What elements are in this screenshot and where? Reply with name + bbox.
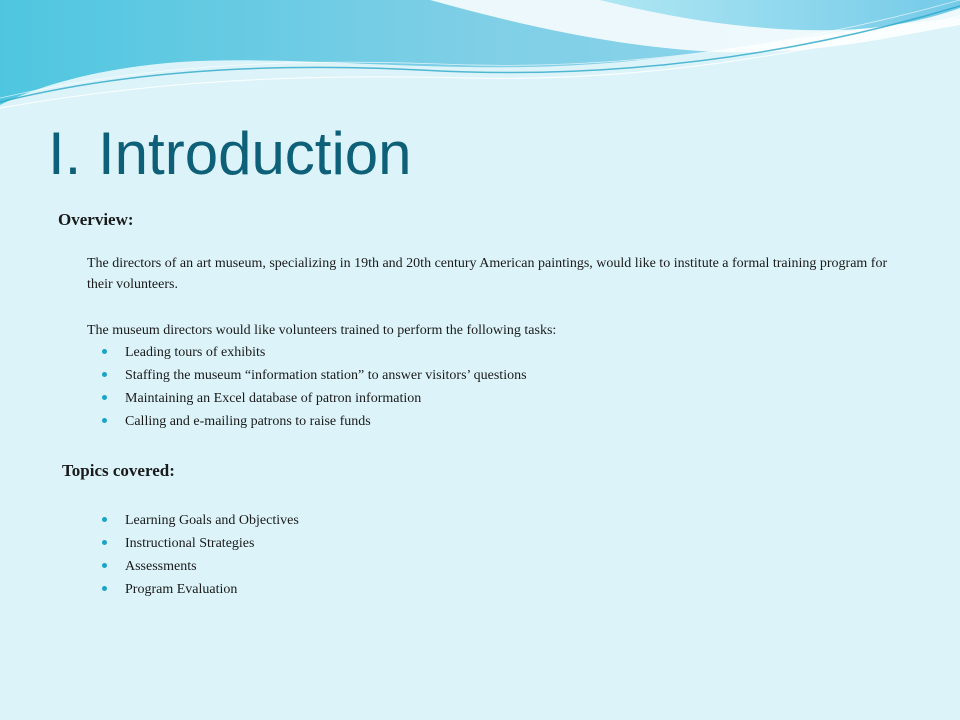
topics-heading: Topics covered: [62, 461, 175, 480]
bullet-icon [102, 418, 107, 423]
list-item: Calling and e-mailing patrons to raise funds [100, 410, 527, 433]
tasks-intro-paragraph: The museum directors would like volunteers trained to perform the following tasks: [87, 323, 557, 338]
bullet-icon [102, 540, 107, 545]
slide-title: I. Introduction [48, 120, 412, 187]
list-item: Staffing the museum “information station” to answer visitors’ questions [100, 364, 527, 387]
overview-paragraph: The directors of an art museum, specializing in 19th and 20th century American paintings, would like to institute a formal training program for their volunteers. [87, 256, 888, 292]
bullet-icon [102, 563, 107, 568]
bullet-icon [102, 517, 107, 522]
bullet-icon [102, 395, 107, 400]
bullet-icon [102, 372, 107, 377]
tasks-list [100, 341, 527, 433]
list-item: Assessments [100, 555, 299, 578]
list-item: Program Evaluation [100, 578, 299, 601]
list-item: Leading tours of exhibits [100, 341, 527, 364]
bullet-icon [102, 349, 107, 354]
bullet-icon [102, 586, 107, 591]
list-item: Maintaining an Excel database of patron information [100, 387, 527, 410]
header-wave-decoration [0, 0, 960, 120]
list-item: Learning Goals and Objectives [100, 509, 299, 532]
list-item: Instructional Strategies [100, 532, 299, 555]
overview-heading: Overview: [58, 210, 134, 229]
topics-list [100, 509, 299, 601]
